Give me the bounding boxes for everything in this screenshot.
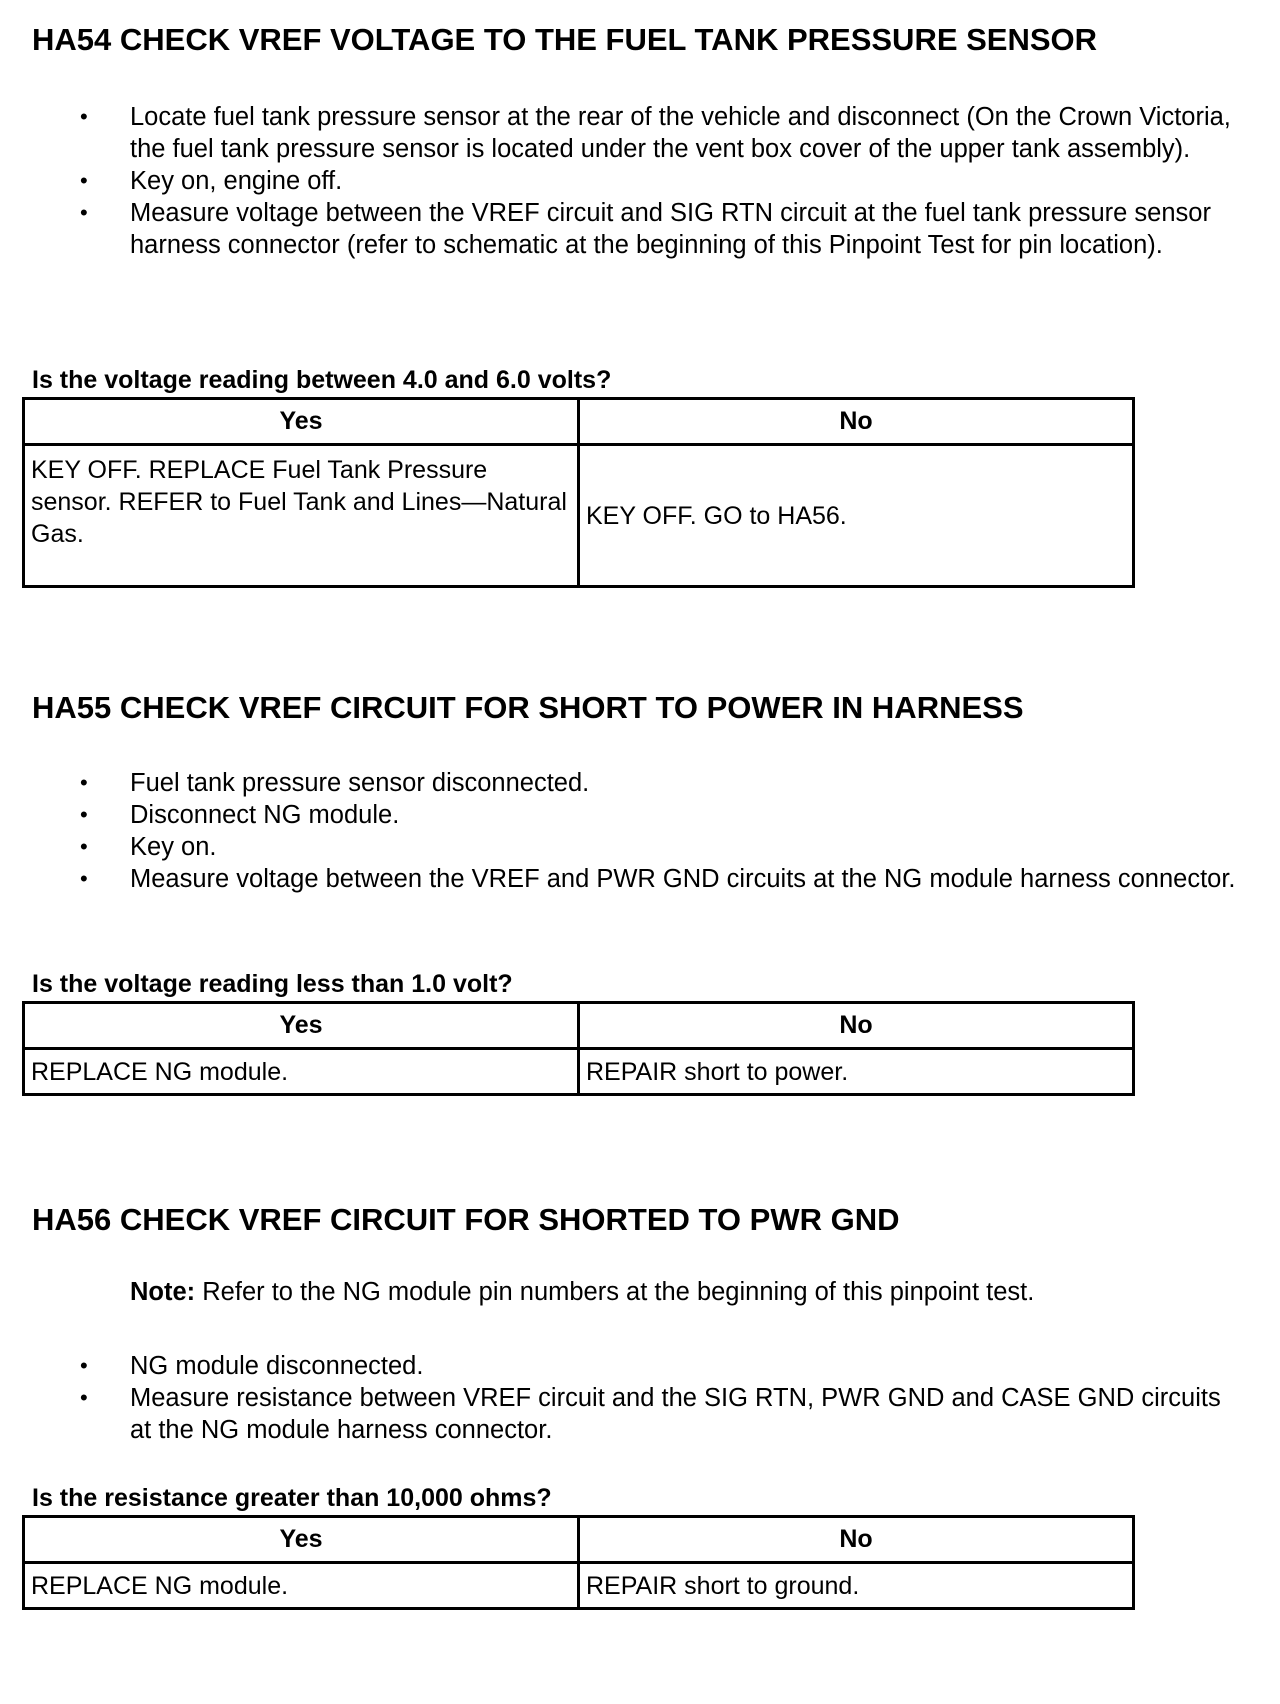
list-item: • Key on. [0,831,1260,863]
yes-action: REPLACE NG module. [24,1563,579,1609]
list-item: • Measure voltage between the VREF circuit and SIG RTN circuit at the fuel tank pressure sensor harness connector (refer to schematic at the beginning of this Pinpoint Test for pin location). [0,197,1260,261]
section-heading-ha55: HA55 CHECK VREF CIRCUIT FOR SHORT TO POWER IN HARNESS [32,690,1024,725]
no-header: No [579,1003,1134,1049]
list-item: • Locate fuel tank pressure sensor at the rear of the vehicle and disconnect (On the Crown Victoria, the fuel tank pressure sensor is located under the vent box cover of the upper tank assembly). [0,101,1260,165]
no-action: REPAIR short to ground. [579,1563,1134,1609]
step-list-ha56 [0,1350,1260,1446]
yes-action: REPLACE NG module. [24,1049,579,1095]
yes-header: Yes [24,1517,579,1563]
list-item: • Measure resistance between VREF circuit and the SIG RTN, PWR GND and CASE GND circuits at the NG module harness connector. [0,1382,1260,1446]
list-item: • Measure voltage between the VREF and PWR GND circuits at the NG module harness connector. [0,863,1260,895]
question-ha54: Is the voltage reading between 4.0 and 6.0 volts? [32,366,612,394]
yes-action: KEY OFF. REPLACE Fuel Tank Pressure sensor. REFER to Fuel Tank and Lines—Natural Gas. [24,445,579,587]
no-header: No [579,1517,1134,1563]
no-action: KEY OFF. GO to HA56. [579,445,1134,587]
question-ha55: Is the voltage reading less than 1.0 volt? [32,970,513,998]
no-header: No [579,399,1134,445]
section-heading-ha54: HA54 CHECK VREF VOLTAGE TO THE FUEL TANK PRESSURE SENSOR [32,22,1098,57]
section-heading-ha56: HA56 CHECK VREF CIRCUIT FOR SHORTED TO PWR GND [32,1202,900,1237]
yes-header: Yes [24,399,579,445]
list-item: • Fuel tank pressure sensor disconnected. [0,767,1260,799]
note-text: Refer to the NG module pin numbers at the beginning of this pinpoint test. [202,1278,1035,1306]
step-list-ha54 [0,101,1260,261]
list-item: • Key on, engine off. [0,165,1260,197]
answer-table-ha55 [22,1001,1135,1096]
answer-table-ha56 [22,1515,1135,1610]
answer-table-ha54 [22,397,1135,588]
list-item: • Disconnect NG module. [0,799,1260,831]
no-action: REPAIR short to power. [579,1049,1134,1095]
step-list-ha55 [0,767,1260,895]
note-label: Note: [130,1278,196,1306]
yes-header: Yes [24,1003,579,1049]
list-item: • NG module disconnected. [0,1350,1260,1382]
note [130,1278,1034,1307]
question-ha56: Is the resistance greater than 10,000 ohms? [32,1484,552,1512]
